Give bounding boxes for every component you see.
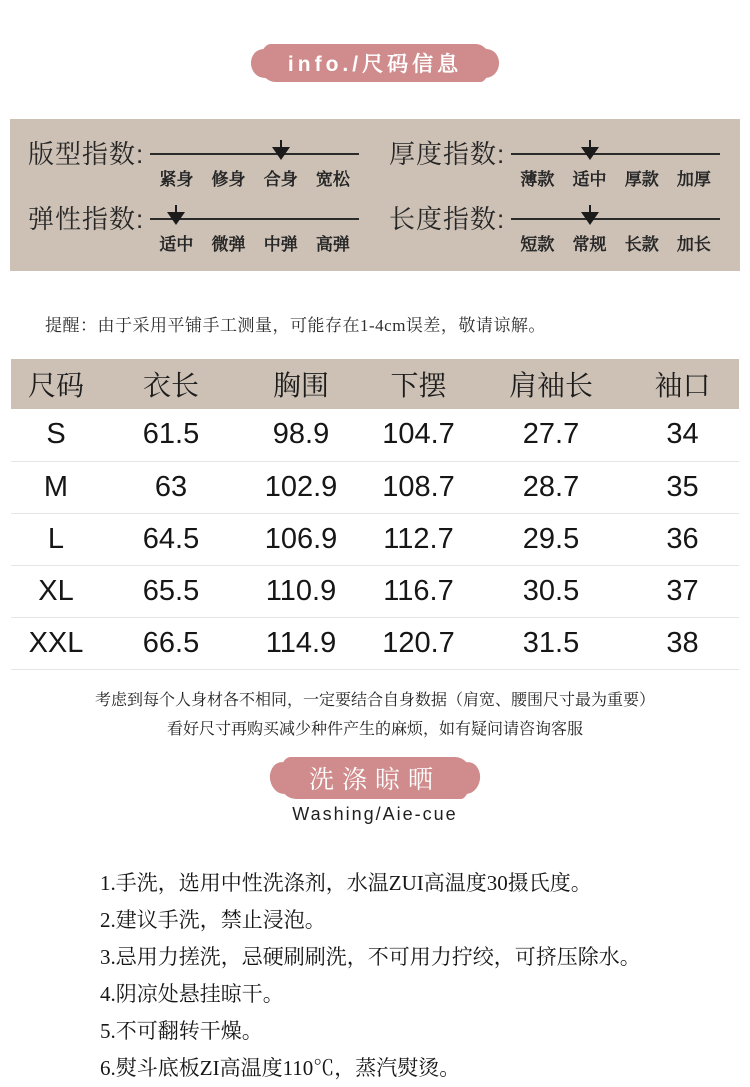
size-info-section-header (0, 0, 750, 82)
size-value-cell: 104.7 (361, 409, 476, 461)
size-value-cell: 64.5 (101, 513, 241, 565)
fit-notes (0, 686, 750, 744)
size-label-cell: L (11, 513, 101, 565)
scale-options (511, 230, 720, 255)
index-option: 常规 (572, 235, 607, 254)
index-scale (511, 204, 720, 255)
size-value-cell: 35 (626, 461, 739, 513)
size-value-cell: 37 (626, 565, 739, 617)
size-label-cell: M (11, 461, 101, 513)
column-header: 尺码 (11, 359, 101, 409)
washing-step: 2.建议手洗，禁止浸泡。 (100, 907, 326, 932)
arrow-stem (589, 205, 591, 212)
size-value-cell: 65.5 (101, 565, 241, 617)
size-value-cell: 38 (626, 617, 739, 669)
size-index-panel (10, 119, 740, 271)
washing-badge-label: 洗涤晾晒 (308, 765, 441, 794)
size-value-cell: 108.7 (361, 461, 476, 513)
size-value-cell: 28.7 (476, 461, 626, 513)
note-line: 看好尺寸再购买减少种件产生的麻烦，如有疑问请咨询客服 (166, 720, 583, 738)
size-value-cell: 116.7 (361, 565, 476, 617)
arrow-marker-icon (167, 205, 185, 225)
column-header: 袖口 (626, 359, 739, 409)
washing-section-header (0, 744, 750, 799)
measurement-reminder: 提醒：由于采用平铺手工测量，可能存在1-4cm误差，敬请谅解。 (45, 316, 546, 335)
index-option: 薄款 (520, 170, 555, 189)
index-row (389, 139, 720, 190)
scale-options (150, 230, 359, 255)
table-row (11, 461, 739, 513)
index-option: 厚款 (624, 170, 659, 189)
index-row (389, 204, 720, 255)
index-label: 长度指数: (389, 204, 506, 234)
arrow-head (167, 212, 185, 225)
size-value-cell: 36 (626, 513, 739, 565)
arrow-stem (589, 140, 591, 147)
index-label: 厚度指数: (389, 139, 506, 169)
washing-step: 3.忌用力搓洗，忌硬刷刷洗，不可用力拧绞，可挤压除水。 (100, 944, 641, 969)
index-option: 加长 (676, 235, 711, 254)
scale-line (511, 218, 720, 220)
size-value-cell: 112.7 (361, 513, 476, 565)
scale-line (511, 153, 720, 155)
index-scale (511, 139, 720, 190)
table-row (11, 409, 739, 461)
arrow-marker-icon (272, 140, 290, 160)
size-value-cell: 120.7 (361, 617, 476, 669)
index-row (28, 204, 359, 255)
note-line: 考虑到每个人身材各不相同，一定要结合自身数据（肩宽、腰围尺寸最为重要） (94, 691, 655, 709)
index-option: 适中 (159, 235, 194, 254)
size-info-badge (260, 44, 490, 82)
index-option: 紧身 (159, 170, 194, 189)
table-row (11, 617, 739, 669)
scale-options (511, 165, 720, 190)
index-option: 合身 (263, 170, 298, 189)
index-option: 短款 (520, 235, 555, 254)
column-header: 胸围 (241, 359, 361, 409)
index-option: 长款 (624, 235, 659, 254)
size-value-cell: 29.5 (476, 513, 626, 565)
index-option: 宽松 (315, 170, 350, 189)
index-scale (150, 139, 359, 190)
index-scale (150, 204, 359, 255)
size-value-cell: 106.9 (241, 513, 361, 565)
index-label: 弹性指数: (28, 204, 145, 234)
column-header: 肩袖长 (476, 359, 626, 409)
size-value-cell: 31.5 (476, 617, 626, 669)
table-row (11, 513, 739, 565)
size-value-cell: 27.7 (476, 409, 626, 461)
index-option: 修身 (211, 170, 246, 189)
column-header: 下摆 (361, 359, 476, 409)
index-option: 高弹 (315, 235, 350, 254)
size-value-cell: 98.9 (241, 409, 361, 461)
arrow-head (581, 212, 599, 225)
washing-steps (100, 865, 750, 1087)
size-value-cell: 102.9 (241, 461, 361, 513)
arrow-marker-icon (581, 205, 599, 225)
index-option: 适中 (572, 170, 607, 189)
index-option: 微弹 (211, 235, 246, 254)
arrow-head (272, 147, 290, 160)
size-info-badge-label: info./尺码信息 (287, 53, 463, 76)
header-row (11, 359, 739, 409)
size-label-cell: XXL (11, 617, 101, 669)
size-value-cell: 34 (626, 409, 739, 461)
washing-subtitle: Washing/Aie-cue (292, 803, 458, 824)
size-value-cell: 114.9 (241, 617, 361, 669)
size-table (11, 359, 739, 670)
arrow-head (581, 147, 599, 160)
washing-step: 6.熨斗底板ZI高温度110℃，蒸汽熨烫。 (100, 1055, 461, 1080)
index-row (28, 139, 359, 190)
size-table-header (11, 359, 739, 409)
size-value-cell: 110.9 (241, 565, 361, 617)
size-value-cell: 63 (101, 461, 241, 513)
size-value-cell: 30.5 (476, 565, 626, 617)
size-label-cell: XL (11, 565, 101, 617)
scale-line (150, 153, 359, 155)
arrow-stem (175, 205, 177, 212)
washing-step: 1.手洗，选用中性洗涤剂，水温ZUI高温度30摄氏度。 (100, 870, 592, 895)
size-label-cell: S (11, 409, 101, 461)
arrow-marker-icon (581, 140, 599, 160)
index-option: 中弹 (263, 235, 298, 254)
scale-options (150, 165, 359, 190)
washing-step: 4.阴凉处悬挂晾干。 (100, 981, 284, 1006)
arrow-stem (280, 140, 282, 147)
table-row (11, 565, 739, 617)
column-header: 衣长 (101, 359, 241, 409)
washing-step: 5.不可翻转干燥。 (100, 1018, 263, 1043)
index-option: 加厚 (676, 170, 711, 189)
index-label: 版型指数: (28, 139, 145, 169)
washing-badge (279, 757, 471, 799)
size-table-body (11, 409, 739, 669)
size-value-cell: 66.5 (101, 617, 241, 669)
size-value-cell: 61.5 (101, 409, 241, 461)
